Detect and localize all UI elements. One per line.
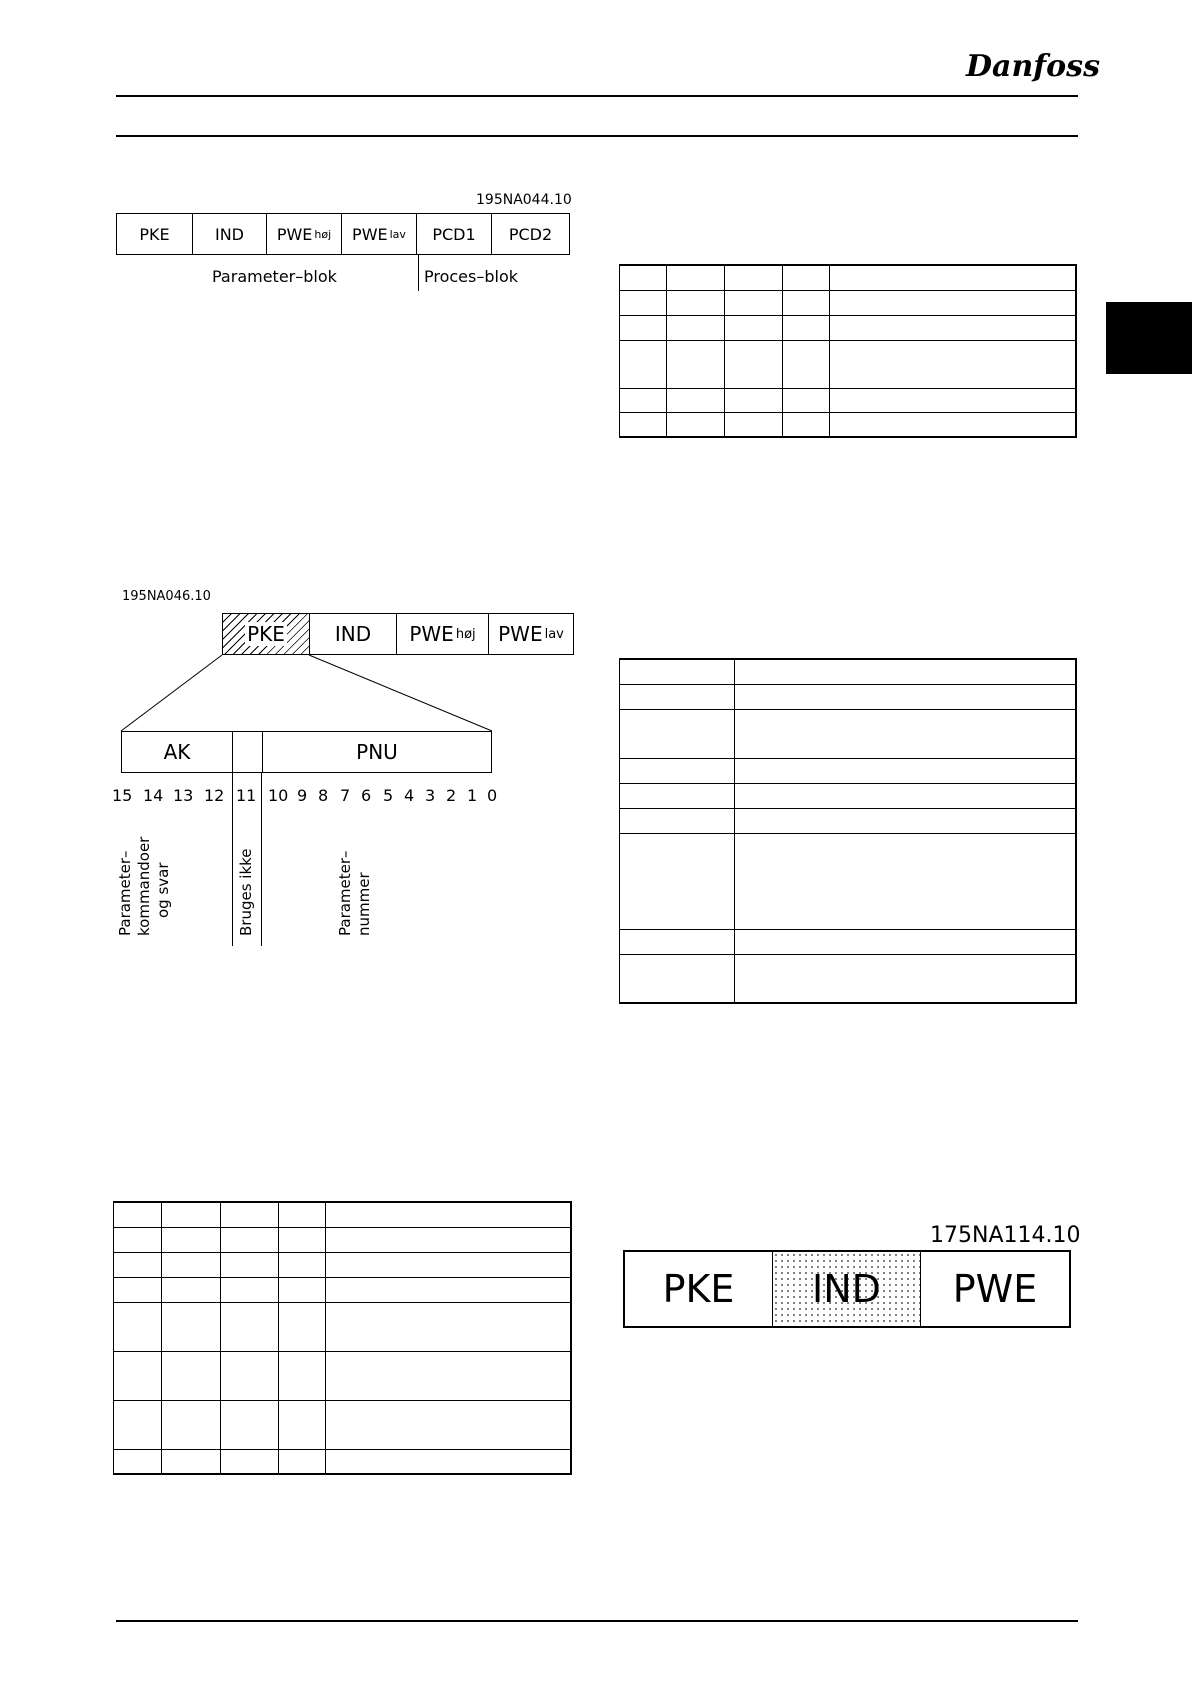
table-cell <box>735 954 1077 1003</box>
table-cell <box>783 412 830 437</box>
label-parameter-number: Parameter– nummer <box>336 850 373 936</box>
table-cell <box>326 1202 572 1227</box>
table-cell <box>725 412 783 437</box>
d3-cell-pke: PKE <box>625 1252 773 1326</box>
bit-number: 11 <box>236 786 257 805</box>
table-b <box>619 658 1077 1004</box>
header-rule-top <box>116 95 1078 97</box>
d1-cell-pwe-low: PWE lav <box>342 214 417 254</box>
d1-cell-pcd1: PCD1 <box>417 214 492 254</box>
bit-number: 10 <box>268 786 289 805</box>
table-cell <box>620 265 667 290</box>
d1-divider <box>418 255 419 291</box>
table-cell <box>221 1202 279 1227</box>
table-cell <box>221 1277 279 1302</box>
diagram3-telegram <box>623 1250 1071 1328</box>
table-cell <box>221 1351 279 1400</box>
table-cell <box>620 412 667 437</box>
table-cell <box>279 1277 326 1302</box>
expansion-line-right <box>309 655 492 731</box>
table-cell <box>783 315 830 340</box>
table-cell <box>620 758 735 783</box>
d1-cell-pwe-high: PWE høj <box>267 214 342 254</box>
bit-number: 3 <box>425 786 436 805</box>
d3-cell-ind: IND <box>773 1252 921 1326</box>
table-cell <box>620 388 667 412</box>
table-cell <box>221 1302 279 1351</box>
table-cell <box>725 388 783 412</box>
table-cell <box>735 659 1077 684</box>
table-cell <box>830 290 1077 315</box>
footer-rule <box>116 1620 1078 1622</box>
table-cell <box>221 1227 279 1252</box>
section-tab <box>1106 302 1192 374</box>
table-cell <box>162 1449 221 1474</box>
d3-cell-pwe: PWE <box>952 1267 1038 1311</box>
bit-number: 13 <box>173 786 194 805</box>
table-cell <box>667 412 725 437</box>
d2-cell-pwe-low: PWE lav <box>498 622 564 646</box>
d2-divider-right <box>261 773 262 946</box>
table-cell <box>279 1400 326 1449</box>
table-cell <box>162 1227 221 1252</box>
table-cell <box>326 1277 572 1302</box>
table-cell <box>279 1202 326 1227</box>
label-unused: Bruges ikke <box>237 848 255 936</box>
table-cell <box>735 709 1077 758</box>
bit-number: 8 <box>318 786 329 805</box>
diagram3-code: 175NA114.10 <box>930 1223 1081 1248</box>
table-cell <box>667 265 725 290</box>
diagram2-pke-fields <box>121 731 492 773</box>
table-c <box>113 1201 572 1475</box>
table-cell <box>162 1351 221 1400</box>
table-cell <box>667 315 725 340</box>
table-cell <box>735 783 1077 808</box>
table-cell <box>114 1202 162 1227</box>
header-rule-bottom <box>116 135 1078 137</box>
table-cell <box>326 1351 572 1400</box>
table-cell <box>735 758 1077 783</box>
table-cell <box>620 929 735 954</box>
table-cell <box>783 388 830 412</box>
table-cell <box>830 388 1077 412</box>
table-cell <box>620 783 735 808</box>
table-cell <box>221 1252 279 1277</box>
d2-divider-left <box>232 773 233 946</box>
bit-number: 7 <box>340 786 351 805</box>
table-cell <box>783 265 830 290</box>
table-cell <box>783 290 830 315</box>
table-cell <box>725 265 783 290</box>
table-cell <box>620 808 735 833</box>
table-cell <box>162 1277 221 1302</box>
table-cell <box>725 340 783 388</box>
table-cell <box>830 340 1077 388</box>
bit-number: 9 <box>297 786 308 805</box>
diagram1-telegram <box>116 213 570 255</box>
table-cell <box>114 1227 162 1252</box>
table-cell <box>735 808 1077 833</box>
d2-field-ak: AK <box>122 732 233 772</box>
table-cell <box>620 315 667 340</box>
d1-cell-pke: PKE <box>117 214 193 254</box>
table-cell <box>620 709 735 758</box>
table-cell <box>162 1252 221 1277</box>
diagram2-code: 195NA046.10 <box>122 589 211 604</box>
bit-number: 4 <box>404 786 415 805</box>
table-a <box>619 264 1077 438</box>
table-cell <box>279 1227 326 1252</box>
table-cell <box>114 1400 162 1449</box>
table-cell <box>162 1400 221 1449</box>
table-cell <box>620 833 735 929</box>
table-cell <box>725 290 783 315</box>
diagram2-telegram <box>222 613 574 655</box>
table-cell <box>114 1302 162 1351</box>
d2-cell-ind: IND <box>310 614 397 654</box>
bit-number: 12 <box>204 786 225 805</box>
danfoss-logo <box>962 44 1100 86</box>
table-cell <box>725 315 783 340</box>
d1-cell-ind: IND <box>193 214 267 254</box>
d1-caption-process-block: Proces–blok <box>424 267 519 286</box>
table-cell <box>114 1351 162 1400</box>
table-cell <box>114 1252 162 1277</box>
d2-cell-pwe-high: PWE høj <box>397 614 489 654</box>
table-cell <box>114 1449 162 1474</box>
table-cell <box>735 833 1077 929</box>
d1-caption-parameter-block: Parameter–blok <box>212 267 337 286</box>
bit-number: 2 <box>446 786 457 805</box>
d2-field-pnu: PNU <box>356 740 398 764</box>
table-cell <box>620 340 667 388</box>
table-cell <box>783 340 830 388</box>
bit-number: 1 <box>467 786 478 805</box>
table-cell <box>162 1202 221 1227</box>
table-cell <box>279 1302 326 1351</box>
logo-wordmark: Danfoss <box>966 49 1100 84</box>
table-cell <box>735 929 1077 954</box>
table-cell <box>326 1449 572 1474</box>
table-cell <box>326 1400 572 1449</box>
table-cell <box>667 340 725 388</box>
diagram1-code: 195NA044.10 <box>476 192 572 208</box>
bit-number: 0 <box>487 786 498 805</box>
table-cell <box>326 1302 572 1351</box>
d2-cell-pke: PKE <box>223 614 310 654</box>
table-cell <box>667 290 725 315</box>
table-cell <box>221 1400 279 1449</box>
table-cell <box>162 1302 221 1351</box>
bit-number: 14 <box>143 786 164 805</box>
table-cell <box>830 265 1077 290</box>
table-cell <box>279 1351 326 1400</box>
table-cell <box>667 388 725 412</box>
d1-cell-pcd2: PCD2 <box>508 224 553 244</box>
table-cell <box>114 1277 162 1302</box>
table-cell <box>221 1449 279 1474</box>
table-cell <box>735 684 1077 709</box>
bit-number: 15 <box>112 786 133 805</box>
table-cell <box>326 1252 572 1277</box>
expansion-line-left <box>121 655 222 731</box>
table-cell <box>620 684 735 709</box>
table-cell <box>279 1252 326 1277</box>
d2-field-unused <box>233 732 263 772</box>
table-cell <box>830 412 1077 437</box>
bit-number: 6 <box>361 786 372 805</box>
table-cell <box>830 315 1077 340</box>
bit-number: 5 <box>383 786 394 805</box>
label-parameter-commands: Parameter– kommandoer og svar <box>116 836 172 936</box>
table-cell <box>620 290 667 315</box>
table-cell <box>279 1449 326 1474</box>
table-cell <box>326 1227 572 1252</box>
table-cell <box>620 659 735 684</box>
table-cell <box>620 954 735 1003</box>
